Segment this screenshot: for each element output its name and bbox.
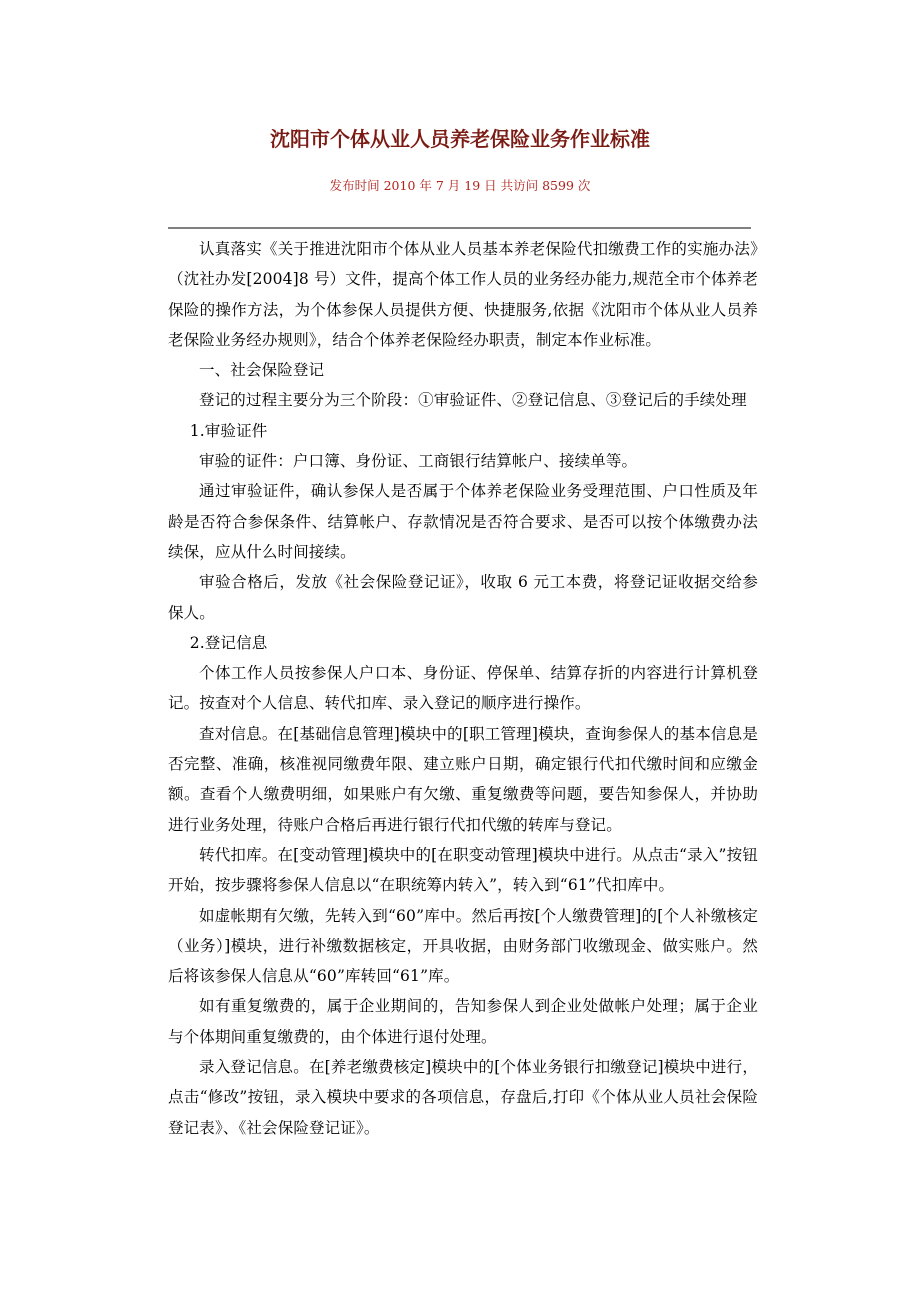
document-body (168, 234, 758, 1143)
title-divider (168, 227, 751, 229)
body-paragraph: 转代扣库。在[变动管理]模块中的[在职变动管理]模块中进行。从点击“录入”按钮开始，按步骤将参保人信息以“在职统筹内转入”，转入到“61”代扣库中。 (168, 845, 758, 895)
subsection-heading: 1.审验证件 (189, 421, 268, 440)
body-paragraph: 登记的过程主要分为三个阶段：①审验证件、②登记信息、③登记后的手续处理 (199, 391, 747, 410)
document-title: 沈阳市个体从业人员养老保险业务作业标准 (270, 127, 650, 151)
body-paragraph: 审验合格后，发放《社会保险登记证》，收取 6 元工本费，将登记证收据交给参保人。 (168, 573, 758, 622)
body-paragraph: 审验的证件：户口簿、身份证、工商银行结算帐户、接续单等。 (199, 452, 638, 471)
section-heading: 一、社会保险登记 (199, 361, 325, 380)
body-paragraph: 如有重复缴费的，属于企业期间的，告知参保人到企业处做帐户处理；属于企业与个体期间重复缴费的，由个体进行退付处理。 (168, 997, 758, 1046)
body-paragraph: 录入登记信息。在[养老缴费核定]模块中的[个体业务银行扣缴登记]模块中进行，点击“修改”按钮，录入模块中要求的各项信息，存盘后,打印《个体从业人员社会保险登记表》、《社会保险登记证》。 (168, 1058, 758, 1137)
intro-paragraph: 认真落实《关于推进沈阳市个体从业人员基本养老保险代扣缴费工作的实施办法》（沈社办发[2004]8 号）文件，提高个体工作人员的业务经办能力,规范全市个体养老保险的操作方法，为个体参保人员提供方便、快捷服务,依据《沈阳市个体从业人员养老保险业务经办规则》，结合个体养老保险经办职责，制定本作业标准。 (168, 240, 758, 349)
body-paragraph: 个体工作人员按参保人户口本、身份证、停保单、结算存折的内容进行计算机登记。按查对个人信息、转代扣库、录入登记的顺序进行操作。 (168, 664, 758, 713)
publish-info: 发布时间 2010 年 7 月 19 日 共访问 8599 次 (329, 178, 591, 193)
body-paragraph: 通过审验证件，确认参保人是否属于个体养老保险业务受理范围、户口性质及年龄是否符合参保条件、结算帐户、存款情况是否符合要求、是否可以按个体缴费办法续保，应从什么时间接续。 (168, 482, 758, 561)
subsection-heading: 2.登记信息 (189, 633, 268, 652)
body-paragraph: 查对信息。在[基础信息管理]模块中的[职工管理]模块，查询参保人的基本信息是否完整、准确，核准视同缴费年限、建立账户日期，确定银行代扣代缴时间和应缴金额。查看个人缴费明细，如果账户有欠缴、重复缴费等问题，要告知参保人，并协助进行业务处理，待账户合格后再进行银行代扣代缴的转库与登记。 (168, 724, 758, 834)
body-paragraph: 如虚帐期有欠缴，先转入到“60”库中。然后再按[个人缴费管理]的[个人补缴核定（业务）]模块，进行补缴数据核定，开具收据，由财务部门收缴现金、做实账户。然后将该参保人信息从“60”库转回“61”库。 (168, 906, 758, 986)
